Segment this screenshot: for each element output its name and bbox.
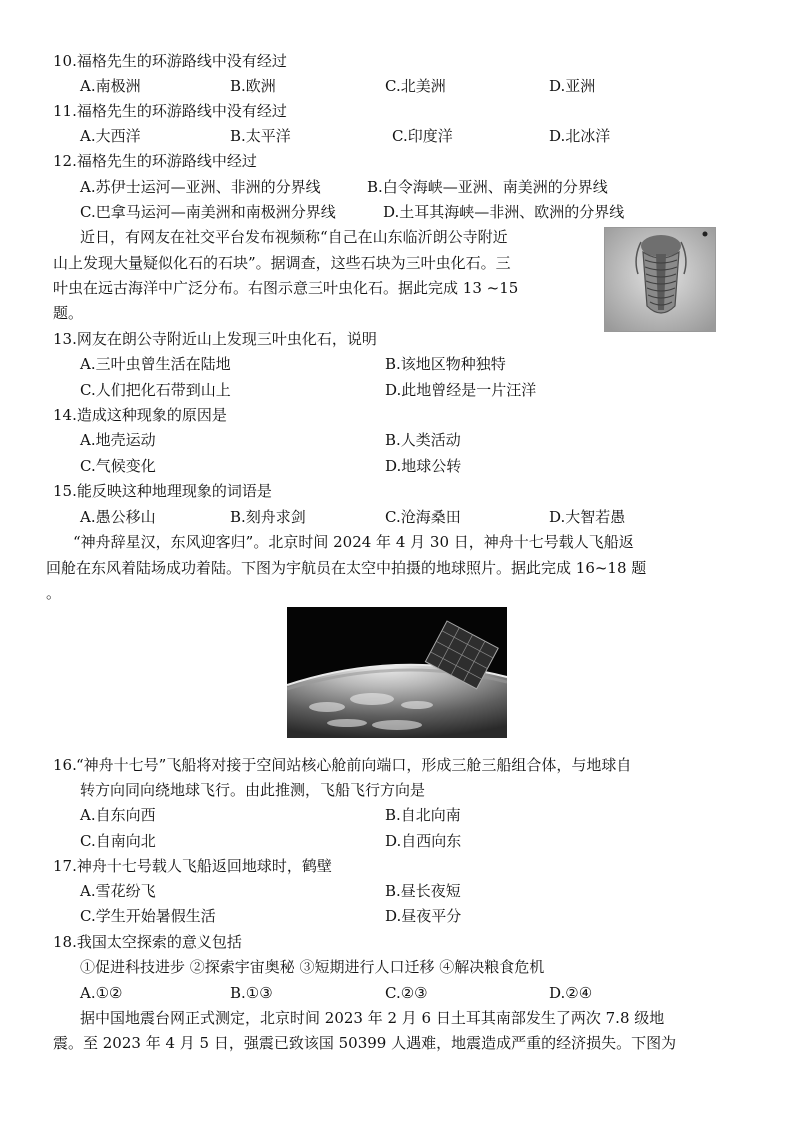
passage2-line1: “神舟辞星汉，东风迎客归”。北京时间 2024 年 4 月 30 日，神舟十七号载人飞船返 [73, 533, 634, 551]
earth-from-space-photo [287, 607, 507, 738]
q11-stem: 11.福格先生的环游路线中没有经过 [53, 102, 287, 120]
q15-option-a: A.愚公移山 [80, 508, 156, 526]
passage1-line1: 近日，有网友在社交平台发布视频称“自己在山东临沂朗公寺附近 [80, 228, 508, 246]
passage1-line4: 题。 [53, 304, 84, 322]
passage2-line3: 。 [46, 584, 62, 602]
q13-stem: 13.网友在朗公寺附近山上发现三叶虫化石，说明 [53, 330, 377, 348]
q16-stem-line2: 转方向同向绕地球飞行。由此推测，飞船飞行方向是 [80, 781, 426, 799]
passage1-line3: 叶虫在远古海洋中广泛分布。右图示意三叶虫化石。据此完成 13 ~15 [53, 279, 519, 297]
q12-option-d: D.土耳其海峡—非洲、欧洲的分界线 [383, 203, 625, 221]
q13-option-c: C.人们把化石带到山上 [80, 381, 231, 399]
q10-stem: 10.福格先生的环游路线中没有经过 [53, 52, 287, 70]
q17-option-a: A.雪花纷飞 [80, 882, 156, 900]
q14-option-b: B.人类活动 [385, 431, 461, 449]
q10-option-c: C.北美洲 [385, 77, 446, 95]
q15-option-d: D.大智若愚 [549, 508, 626, 526]
q10-option-b: B.欧洲 [230, 77, 276, 95]
q17-option-d: D.昼夜平分 [385, 907, 462, 925]
q16-option-d: D.自西向东 [385, 832, 462, 850]
q18-option-b: B.①③ [230, 984, 273, 1002]
q12-stem: 12.福格先生的环游路线中经过 [53, 152, 257, 170]
q17-option-c: C.学生开始暑假生活 [80, 907, 216, 925]
q14-stem: 14.造成这种现象的原因是 [53, 406, 227, 424]
q12-option-b: B.白令海峡—亚洲、南美洲的分界线 [367, 178, 608, 196]
q10-option-a: A.南极洲 [80, 77, 141, 95]
trilobite-fossil-image [604, 227, 716, 332]
q14-option-d: D.地球公转 [385, 457, 462, 475]
q11-option-c: C.印度洋 [392, 127, 453, 145]
earth-photo-icon [287, 607, 507, 738]
q16-stem-line1: “神舟十七号”飞船将对接于空间站核心舱前向端口，形成三舱三船组合体，与地球自 [76, 756, 632, 774]
q14-option-c: C.气候变化 [80, 457, 156, 475]
q18-option-d: D.②④ [549, 984, 593, 1002]
q10-option-d: D.亚洲 [549, 77, 596, 95]
passage1-line2: 山上发现大量疑似化石的石块”。据调查，这些石块为三叶虫化石。三 [53, 254, 511, 272]
q15-option-b: B.刻舟求剑 [230, 508, 306, 526]
passage2-line2: 回舱在东风着陆场成功着陆。下图为宇航员在太空中拍摄的地球照片。据此完成 16~18 题 [46, 559, 647, 577]
q18-items: ①促进科技进步 ②探索宇宙奥秘 ③短期进行人口迁移 ④解决粮食危机 [80, 958, 545, 976]
q15-stem: 15.能反映这种地理现象的词语是 [53, 482, 272, 500]
q16-option-b: B.自北向南 [385, 806, 461, 824]
q15-option-c: C.沧海桑田 [385, 508, 461, 526]
q12-option-a: A.苏伊士运河—亚洲、非洲的分界线 [80, 178, 321, 196]
q11-option-a: A.大西洋 [80, 127, 141, 145]
q16-option-c: C.自南向北 [80, 832, 156, 850]
q12-option-c: C.巴拿马运河—南美洲和南极洲分界线 [80, 203, 336, 221]
q18-option-a: A.①② [80, 984, 123, 1002]
q13-option-b: B.该地区物种独特 [385, 355, 506, 373]
q17-option-b: B.昼长夜短 [385, 882, 461, 900]
q16-option-a: A.自东向西 [80, 806, 156, 824]
q18-option-c: C.②③ [385, 984, 428, 1002]
q11-option-b: B.太平洋 [230, 127, 291, 145]
q16-number: 16. [53, 756, 77, 774]
passage3-line1: 据中国地震台网正式测定，北京时间 2023 年 2 月 6 日土耳其南部发生了两次 7.8 级地 [80, 1009, 665, 1027]
q13-option-a: A.三叶虫曾生活在陆地 [80, 355, 231, 373]
passage3-line2: 震。至 2023 年 4 月 5 日，强震已致该国 50399 人遇难，地震造成严重的经济损失。下图为 [53, 1034, 677, 1052]
q14-option-a: A.地壳运动 [80, 431, 156, 449]
q17-stem: 17.神舟十七号载人飞船返回地球时，鹤壁 [53, 857, 332, 875]
q18-stem: 18.我国太空探索的意义包括 [53, 933, 242, 951]
trilobite-fossil-icon [605, 228, 715, 331]
q11-option-d: D.北冰洋 [549, 127, 611, 145]
q13-option-d: D.此地曾经是一片汪洋 [385, 381, 537, 399]
